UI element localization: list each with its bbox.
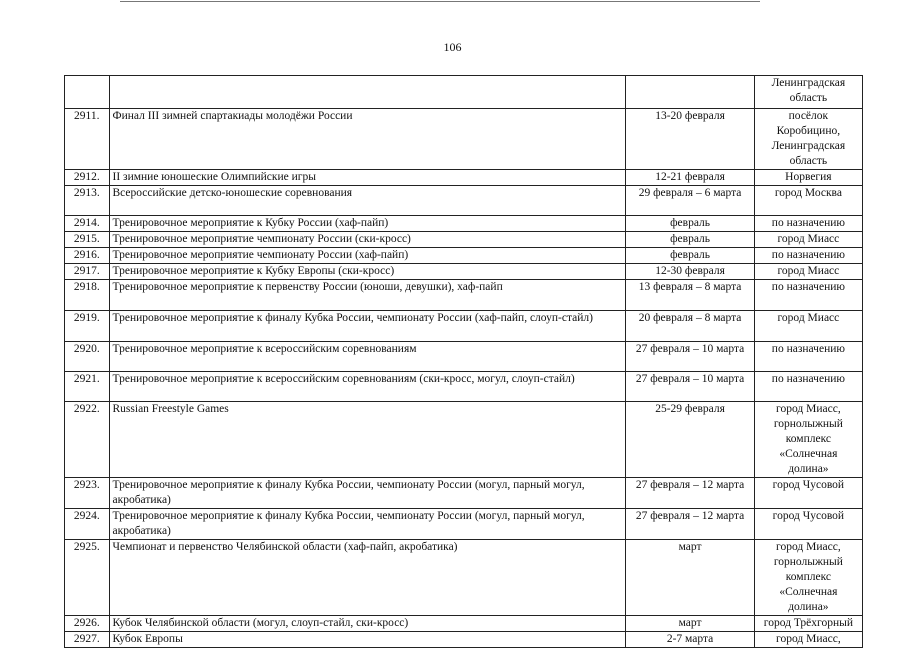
event-name: Кубок Челябинской области (могул, слоуп-стайл, ски-кросс) [109,616,626,632]
table-row [65,280,863,311]
event-place: город Трёхгорный [754,616,862,632]
event-name: Тренировочное мероприятие к всероссийским соревнованиям [109,342,626,372]
event-place: город Миасс, [754,632,862,648]
event-name: Финал III зимней спартакиады молодёжи России [109,109,626,170]
event-place: по назначению [754,280,862,311]
row-number: 2924. [65,509,110,540]
table-row [65,186,863,216]
event-name: Чемпионат и первенство Челябинской области (хаф-пайп, акробатика) [109,540,626,616]
event-name: Тренировочное мероприятие чемпионату России (ски-кросс) [109,232,626,248]
row-number: 2912. [65,170,110,186]
row-number: 2918. [65,280,110,311]
event-place: город Чусовой [754,478,862,509]
event-name: Тренировочное мероприятие к Кубку Европы (ски-кросс) [109,264,626,280]
table-row [65,402,863,478]
page-number: 106 [443,40,462,54]
event-date: февраль [626,232,754,248]
event-date: 12-30 февраля [626,264,754,280]
event-place: по назначению [754,248,862,264]
event-name: Тренировочное мероприятие к первенству России (юноши, девушки), хаф-пайп [109,280,626,311]
table-row [65,232,863,248]
table-row [65,76,863,109]
event-place: город Миасс, горнолыжный комплекс «Солнечная долина» [754,402,862,478]
event-name: Тренировочное мероприятие к Кубку России (хаф-пайп) [109,216,626,232]
event-place: город Москва [754,186,862,216]
event-date: 13 февраля – 8 марта [626,280,754,311]
event-place: Ленинградская область [754,76,862,109]
top-rule [120,1,760,2]
table-row [65,616,863,632]
event-date: 2-7 марта [626,632,754,648]
row-number: 2915. [65,232,110,248]
row-number: 2920. [65,342,110,372]
event-place: Норвегия [754,170,862,186]
event-date: 12-21 февраля [626,170,754,186]
row-number [65,76,110,109]
event-place: по назначению [754,216,862,232]
row-number: 2914. [65,216,110,232]
row-number: 2925. [65,540,110,616]
event-date: 29 февраля – 6 марта [626,186,754,216]
event-name: Тренировочное мероприятие к финалу Кубка России, чемпионату России (хаф-пайп, слоуп-стайл) [109,311,626,342]
table-row [65,540,863,616]
event-place: город Миасс [754,232,862,248]
row-number: 2911. [65,109,110,170]
event-name: Тренировочное мероприятие чемпионату России (хаф-пайп) [109,248,626,264]
event-date: 27 февраля – 10 марта [626,372,754,402]
event-name: Тренировочное мероприятие к финалу Кубка России, чемпионату России (могул, парный могул, акробатика) [109,478,626,509]
event-name: Тренировочное мероприятие к финалу Кубка России, чемпионату России (могул, парный могул, акробатика) [109,509,626,540]
row-number: 2927. [65,632,110,648]
row-number: 2919. [65,311,110,342]
event-place: по назначению [754,342,862,372]
event-date: 27 февраля – 12 марта [626,478,754,509]
row-number: 2923. [65,478,110,509]
event-place: город Миасс, горнолыжный комплекс «Солнечная долина» [754,540,862,616]
row-number: 2913. [65,186,110,216]
event-date [626,76,754,109]
table-row [65,509,863,540]
event-date: 25-29 февраля [626,402,754,478]
event-place: город Миасс [754,264,862,280]
event-name: Всероссийские детско-юношеские соревнования [109,186,626,216]
event-name: Russian Freestyle Games [109,402,626,478]
row-number: 2926. [65,616,110,632]
table-row [65,342,863,372]
table-row [65,311,863,342]
event-name: Кубок Европы [109,632,626,648]
table-row [65,170,863,186]
row-number: 2922. [65,402,110,478]
events-table [64,75,863,648]
event-place: посёлок Коробицино, Ленинградская область [754,109,862,170]
event-place: город Миасс [754,311,862,342]
event-date: 13-20 февраля [626,109,754,170]
row-number: 2916. [65,248,110,264]
event-place: по назначению [754,372,862,402]
table-row [65,216,863,232]
row-number: 2917. [65,264,110,280]
table-row [65,372,863,402]
event-date: 27 февраля – 10 марта [626,342,754,372]
table-row [65,478,863,509]
event-name: II зимние юношеские Олимпийские игры [109,170,626,186]
row-number: 2921. [65,372,110,402]
event-date: 27 февраля – 12 марта [626,509,754,540]
table-row [65,264,863,280]
event-name: Тренировочное мероприятие к всероссийским соревнованиям (ски-кросс, могул, слоуп-стайл) [109,372,626,402]
event-date: март [626,540,754,616]
event-place: город Чусовой [754,509,862,540]
table-row [65,109,863,170]
event-name [109,76,626,109]
event-date: 20 февраля – 8 марта [626,311,754,342]
event-date: февраль [626,216,754,232]
event-date: март [626,616,754,632]
table-row [65,248,863,264]
event-date: февраль [626,248,754,264]
